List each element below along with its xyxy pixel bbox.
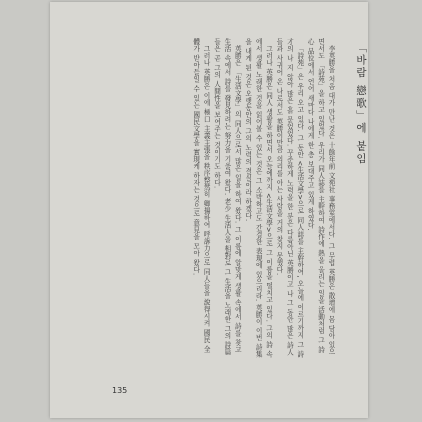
page-number: 135: [112, 386, 128, 395]
paragraph: 그러나 英勝은 이에 極口 主義主張을 秩序整然히 卿揚하여 呼訴力으로 同人들을 說得시켜 國民 全體가 받아들일 수 있는 國民文學을 實現케 하자는 것으로 意見을 모아 왔다.: [191, 38, 211, 353]
paragraph: 그러나 英勝은 同人 생활을 하면서 오늘에까지 <生活文學>으로 그 이름을 떨치고 있다. 그의 詩 속에서 생활 노래한 것을 읽어볼 수 있는 것은 그 소박하고도 간결한 表現에 있으리라. 英勝이 이번 詩集을 내게 된 것은 오랫동안의 그의 노력의 결실이라 하겠다.: [243, 38, 273, 358]
body-text: [116, 38, 336, 358]
book-page: [50, 2, 368, 418]
paragraph: 李英勝을 처음 대가 만난 것은 十餘年前 文苑社 事務室에서다. 그 무렵 英勝은 散增에 몸 담아 있으면서도 「詩苑」을 하고 있었다. 우리가 同人誌를 主幹하여 詩作에 熱을 올리는 일을 活動처럼 그 詩心 品位에서 언어 새마다 나에게 한 층 보대주고 있게 하였다.: [306, 38, 335, 356]
page-title: 「바람 戀歌」에 붙임: [355, 42, 367, 166]
paragraph: 英勝은 「生活文學」의 同人으로서 많은 일을 하여 왔다. 그 이름에 알맞게 생활 속에서 詩를 찾고 生活 속에서 詩를 發見하려는 努力을 기울여 왔다. 老少 生活人을 相對로 그 生活을 노래한 그의 詩篇들은 곧 그의 人間性을 보여주는 것이기도 하다.: [212, 38, 242, 356]
paragraph: 「詩苑」은 우리 오고 있다. 그 동안 <生活文學>으로 同人誌를 主幹하여, 오늘에 이르기까지 그 詩才의 나 지 않아 많은 흙 묻었었다. 꾸준하게 노력을 한 분은 다름아닌 英勝이고 나 그 동안 많은 詩人들과 사귀어 온 나로서도 英勝이만큼 의리를 아는 사람을 거의 찾지 못했다.: [274, 38, 304, 358]
